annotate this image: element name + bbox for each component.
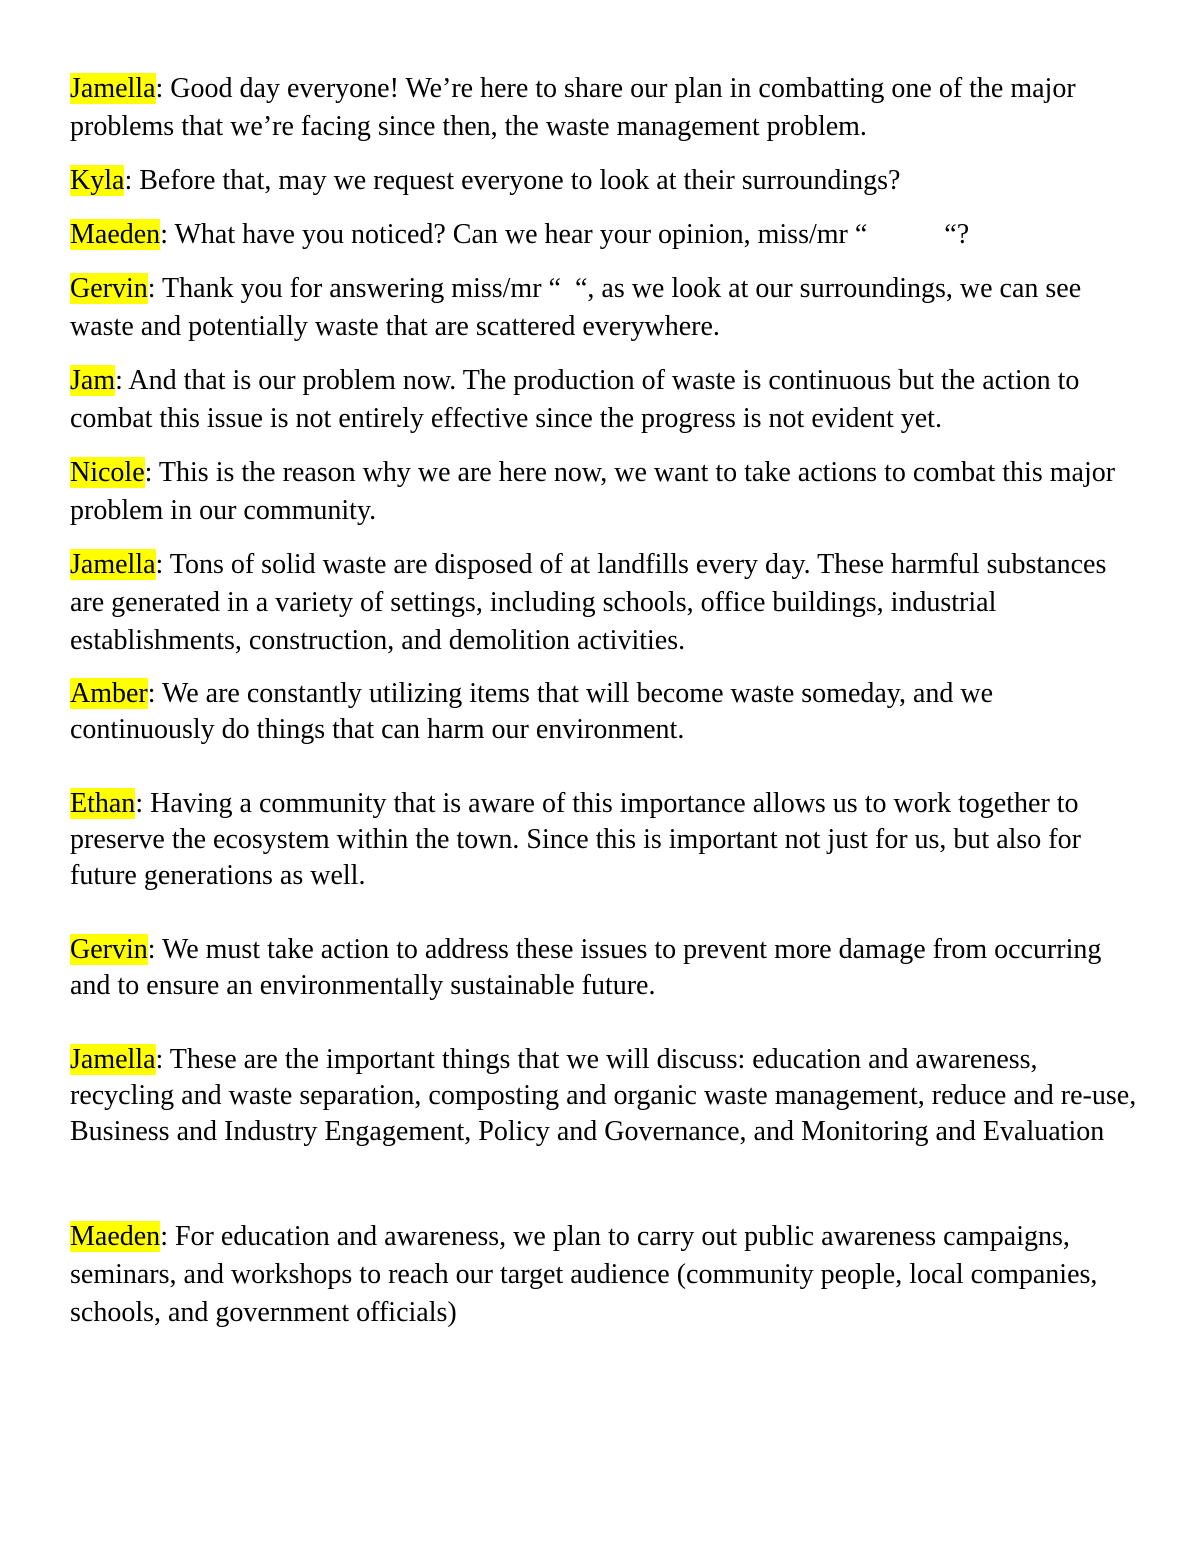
dialogue-text: : Good day everyone! We’re here to share our plan in combatting one of the major problems that we’re facing since then, the waste management problem. bbox=[70, 73, 1076, 142]
dialogue-text: : For education and awareness, we plan to carry out public awareness campaigns, seminars, and workshops to reach our target audience (community people, local companies, schools, and government officials) bbox=[70, 1221, 1098, 1328]
dialogue-text: : We are constantly utilizing items that will become waste someday, and we continuously do things that can harm our environment. bbox=[70, 678, 994, 745]
dialogue-paragraph bbox=[70, 454, 1140, 530]
speaker-name: Jamella bbox=[70, 549, 156, 580]
dialogue-text: : This is the reason why we are here now, we want to take actions to combat this major problem in our community. bbox=[70, 457, 1116, 526]
dialogue-paragraph bbox=[70, 216, 1140, 254]
dialogue-text: : Thank you for answering miss/mr “ “, as we look at our surroundings, we can see waste and potentially waste that are scattered everywhere. bbox=[70, 273, 1089, 342]
dialogue-paragraph bbox=[70, 70, 1140, 146]
dialogue-paragraph bbox=[70, 162, 1140, 200]
dialogue-paragraph bbox=[70, 786, 1140, 894]
speaker-name: Gervin bbox=[70, 934, 148, 965]
speaker-name: Jam bbox=[70, 365, 116, 396]
speaker-name: Maeden bbox=[70, 1221, 161, 1252]
speaker-name: Kyla bbox=[70, 165, 125, 196]
dialogue-text: : Having a community that is aware of this importance allows us to work together to preserve the ecosystem within the town. Since this is important not just for us, but also for future generations as well. bbox=[70, 788, 1081, 891]
dialogue-paragraph bbox=[70, 676, 1140, 748]
speaker-name: Jamella bbox=[70, 1044, 156, 1075]
dialogue-paragraph bbox=[70, 270, 1140, 346]
dialogue-paragraph bbox=[70, 1218, 1140, 1332]
dialogue-paragraph bbox=[70, 362, 1140, 438]
document-page bbox=[70, 70, 1140, 1332]
speaker-name: Maeden bbox=[70, 219, 161, 250]
speaker-name: Nicole bbox=[70, 457, 145, 488]
dialogue-paragraph bbox=[70, 1042, 1140, 1150]
dialogue-text: : Before that, may we request everyone to look at their surroundings? bbox=[124, 165, 901, 196]
dialogue-text: : What have you noticed? Can we hear your opinion, miss/mr “ “? bbox=[160, 219, 970, 250]
dialogue-text: : We must take action to address these issues to prevent more damage from occurring and to ensure an environmentally sustainable future. bbox=[70, 934, 1102, 1001]
dialogue-paragraph bbox=[70, 546, 1140, 660]
speaker-name: Ethan bbox=[70, 788, 136, 819]
dialogue-text: : Tons of solid waste are disposed of at landfills every day. These harmful substances are generated in a variety of settings, including schools, office buildings, industrial establishments, construction, and demolition activities. bbox=[70, 549, 1107, 656]
speaker-name: Gervin bbox=[70, 273, 148, 304]
dialogue-text: : These are the important things that we will discuss: education and awareness, recycling and waste separation, composting and organic waste management, reduce and re-use, Business and Industry Engagement, Policy and Governance, and Monitoring and Evaluation bbox=[70, 1044, 1137, 1147]
speaker-name: Jamella bbox=[70, 73, 156, 104]
dialogue-paragraph bbox=[70, 932, 1140, 1004]
speaker-name: Amber bbox=[70, 678, 148, 709]
dialogue-text: : And that is our problem now. The production of waste is continuous but the action to combat this issue is not entirely effective since the progress is not evident yet. bbox=[70, 365, 1080, 434]
